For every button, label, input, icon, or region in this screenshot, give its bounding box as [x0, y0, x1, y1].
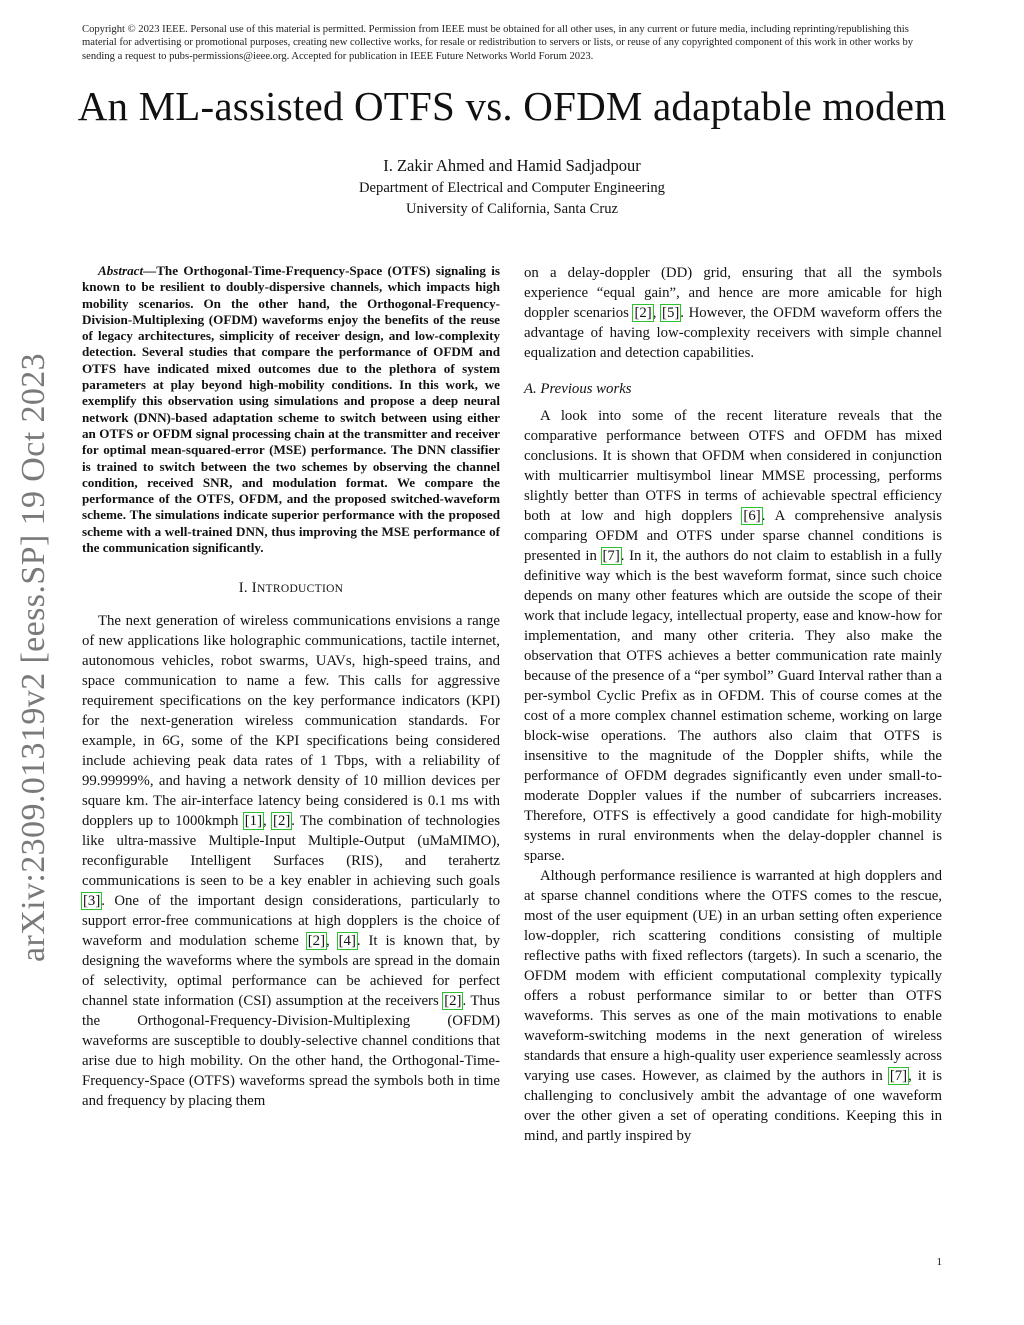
subsection-heading-previous-works: A. Previous works — [524, 381, 632, 397]
citation-link[interactable]: [1] — [244, 813, 263, 830]
abstract-label: Abstract — [98, 263, 144, 278]
intro-paragraph-1-continued: on a delay-doppler (DD) grid, ensuring that all the symbols experience “equal gain”, and hence are more amicable for high doppler scenarios [2], [5]. However, the OFDM waveform offers the advantage of having low-complexity receivers with simple channel equalization and detection capabilities. — [524, 265, 943, 361]
citation-link[interactable]: [7] — [602, 548, 620, 564]
section-heading-introduction — [82, 578, 500, 599]
section-title-initial: I — [251, 580, 257, 597]
author-university: University of California, Santa Cruz — [406, 201, 618, 217]
citation-link[interactable]: [6] — [743, 508, 761, 524]
section-numeral: I. — [238, 580, 252, 597]
previous-works-paragraph-2: Although performance resilience is warranted at high dopplers and at sparse channel conditions where the OTFS comes to the rescue, most of the user equipment (UE) in an urban setting often experience low-doppler, rich scattering conditions consisting of multiple reflective paths with fixed reflectors (targets). In such a scenario, the OFDM modem with efficient computational complexity typically offers a robust performance similar to or better than OTFS waveforms. This serves as one of the main motivations to enable waveform-switching modems in the next generation of wireless standards that ensure a high-quality user experience seamlessly across varying use cases. However, as claimed by the authors in [7], it is challenging to conclusively ambit the advantage of one waveform over the other given a set of operating conditions. Keeping this in mind, and partly inspired by — [524, 868, 942, 1144]
intro-paragraph-1: The next generation of wireless communications envisions a range of new applications like holographic communications, tactile internet, autonomous vehicles, robot swarms, UAVs, high-speed trains, and space communication to name a few. This calls for aggressive requirement specifications on the key performance indicators (KPI) for the next-generation wireless communication standards. For example, in 6G, some of the KPI specifications being considered include achieving peak data rates of 1 Tbps, with a reliability of 99.99999%, and having a network density of 10 million devices per square km. The air-interface latency being considered is 0.1 ms with dopplers up to 1000kmph [1], [2]. The combination of technologies like ultra-massive Multiple-Input Multiple-Output (uMaMIMO), reconfigurable Intelligent Surfaces (RIS), and terahertz communications is seen to be a key enabler in achieving such goals [3]. One of the important design considerations, particularly to support error-free communications at high dopplers is the choice of waveform and modulation scheme [2], [4]. It is known that, by designing the waveforms where the symbols are spread in the domain of selectivity, optimal performance can be achieved for perfect channel state information (CSI) assumption at the receivers [2]. Thus the Orthogonal-Frequency-Division-Multiplexing (OFDM) waveforms are susceptible to doubly-selective channel conditions that arise due to high mobility. On the other hand, the Orthogonal-Time-Frequency-Space (OTFS) waveforms spread the symbols both in time and frequency by placing them — [82, 613, 500, 1110]
citation-link[interactable]: [4] — [338, 933, 356, 950]
paper-title: An ML-assisted OTFS vs. OFDM adaptable modem — [77, 83, 947, 129]
abstract-dash: — — [143, 263, 157, 278]
previous-works-paragraph-1: A look into some of the recent literature reveals that the comparative performance between OTFS and OFDM has mixed conclusions. It is shown that OFDM when considered in conjunction with multicarrier multisymbol linear MMSE processing, performs slightly better than OTFS in terms of achievable spectral efficiency both at low and high dopplers [6]. A comprehensive analysis comparing OFDM and OTFS under sparse channel conditions is presented in [7]. In it, the authors do not claim to establish in a fully definitive way which is the best waveform format, since such choice depends on many other features which are outside the scope of their work that include legacy, intellectual property, ease and know-how for implementation, and many other criteria. They also make the observation that OTFS achieves a better communication rate mainly because of the presence of a “per symbol” Guard Interval rather than a per-symbol Cyclic Prefix as in OFDM. This of course comes at the cost of a more complex channel estimation scheme, working on large block-wise operations. The authors also claim that OTFS is insensitive to the magnitude of the Doppler shifts, while the performance of OFDM degrades significantly even under small-to-moderate Doppler values if the number of subcarriers increases. Therefore, OTFS is effectively a good candidate for high-mobility systems in rural environments when the delay-doppler channel is sparse. — [524, 408, 942, 864]
author-names: I. Zakir Ahmed and Hamid Sadjadpour — [383, 156, 641, 175]
author-department: Department of Electrical and Computer Engineering — [359, 180, 665, 196]
citation-link[interactable]: [2] — [307, 933, 326, 950]
citation-link[interactable]: [3] — [83, 893, 101, 910]
citation-link[interactable]: [2] — [273, 813, 291, 830]
citation-link[interactable]: [2] — [634, 305, 652, 321]
section-title-rest: NTRODUCTION — [256, 583, 344, 596]
left-column — [82, 263, 500, 1111]
citation-link[interactable]: [5] — [662, 305, 680, 321]
arxiv-identifier-sidebar: arXiv:2309.01319v2 [eess.SP] 19 Oct 2023 — [15, 352, 52, 962]
copyright-notice: Copyright © 2023 IEEE. Personal use of this material is permitted. Permission from IEEE must be obtained for all other uses, in any current or future media, including reprinting/republishing this material for advertising or promotional purposes, creating new collective works, for resale or redistribution to servers or lists, or reuse of any copyrighted component of this work in other works by sending a request to pubs-permissions@ieee.org. Accepted for publication in IEEE Future Networks World Forum 2023. — [82, 24, 914, 62]
citation-link[interactable]: [7] — [889, 1068, 908, 1084]
right-column — [524, 263, 942, 1146]
abstract-text: The Orthogonal-Time-Frequency-Space (OTFS) signaling is known to be resilient to doubly-dispersive channels, which impacts high mobility scenarios. On the other hand, the Orthogonal-Frequency-Division-Multiplexing (OFDM) waveforms enjoy the benefits of the reuse of legacy architectures, simplicity of receiver design, and low-complexity detection. Several studies that compare the performance of OFDM and OTFS have indicated mixed outcomes due to the plethora of system parameters at play beyond high-mobility conditions. In this work, we exemplify this observation using simulations and propose a deep neural network (DNN)-based adaptation scheme to switch between using either an OTFS or OFDM signal processing chain at the transmitter and receiver for optimal mean-squared-error (MSE) performance. The DNN classifier is trained to switch between the two schemes by observing the channel condition, received SNR, and modulation format. We compare the performance of the OTFS, OFDM, and the proposed switched-waveform scheme. The simulations indicate superior performance with the proposed scheme with a well-trained DNN, thus improving the MSE performance of the communication significantly. — [82, 263, 500, 556]
page-number: 1 — [936, 1256, 942, 1268]
abstract — [82, 263, 500, 556]
citation-link[interactable]: [2] — [444, 993, 462, 1010]
